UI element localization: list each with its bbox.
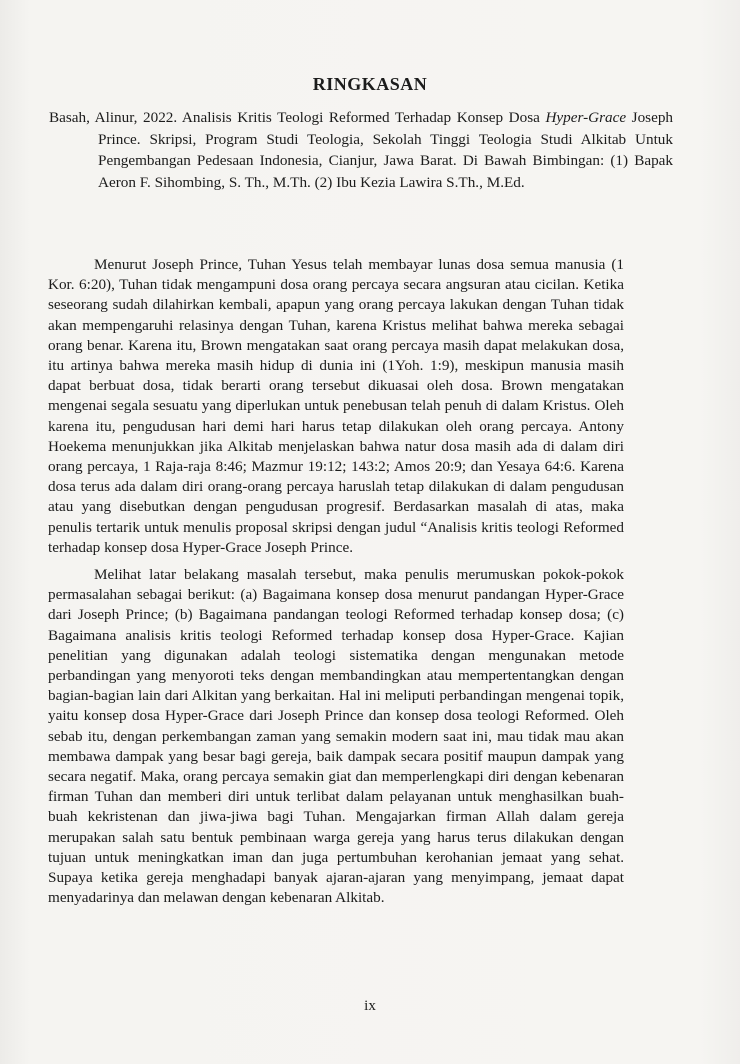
citation-rest: Joseph Prince. Skripsi, Program Studi Teologia, Sekolah Tinggi Teologia Studi Alkitab Untuk Pengembangan Pedesaan Indonesia, Cianjur, Jawa Barat. Di Bawah Bimbingan: (1) Bapak Aeron F. Sihombing, S. Th., M.Th. (2) Ibu Kezia Lawira S.Th., M.Ed. (98, 109, 674, 191)
citation-lead: Basah, Alinur, 2022. Analisis Kritis Teologi Reformed Terhadap Konsep Dosa (49, 109, 546, 126)
citation-italic-term: Hyper-Grace (545, 109, 627, 126)
summary-paragraph-2: Melihat latar belakang masalah tersebut, maka penulis merumuskan pokok-pokok permasalahan sebagai berikut: (a) Bagaimana konsep dosa menurut pandangan Hyper-Grace dari Joseph Prince; (b) Bagaimana pandangan teologi Reformed terhadap konsep dosa; (c) Bagaimana analisis kritis teologi Reformed terhadap konsep dosa Hyper-Grace. Kajian penelitian yang digunakan adalah teologi sistematika dengan mengunakan metode perbandingan yang menyoroti teks dengan membandingkan atau mempertentangkan dengan bagian-bagian lain dari Alkitan yang berkaitan. Hal ini meliputi perbandingan mengenai topik, yaitu konsep dosa Hyper-Grace dari Joseph Prince dan konsep dosa teologi Reformed. Oleh sebab itu, dengan perkembangan zaman yang semakin modern saat ini, mau tidak mau akan membawa dampak yang besar bagi gereja, baik dampak secara positif maupun dampak yang secara negatif. Maka, orang percaya semakin giat dan memperlengkapi diri dengan kebenaran firman Tuhan dan memberi diri untuk terlibat dalam pelayanan untuk menghasilkan buah-buah kekristenan dan jiwa-jiwa bagi Tuhan. Mengajarkan firman Allah dalam gereja merupakan salah satu bentuk pembinaan warga gereja yang harus terus dilakukan dengan tujuan untuk meningkatkan iman dan juga pertumbuhan kerohanian jemaat yang sehat. Supaya ketika gereja menghadapi banyak ajaran-ajaran yang menyimpang, jemaat dapat menyadarinya dan melawan dengan kebenaran Alkitab. (48, 566, 624, 907)
page-title: RINGKASAN (312, 74, 428, 94)
summary-body (48, 255, 624, 916)
page-number: ix (364, 998, 376, 1014)
summary-paragraph-1: Menurut Joseph Prince, Tuhan Yesus telah membayar lunas dosa semua manusia (1 Kor. 6:20), Tuhan tidak mengampuni dosa orang percaya secara angsuran atau cicilan. Ketika seseorang sudah dilahirkan kembali, apapun yang orang percaya lakukan dengan Tuhan tidak akan mempengaruhi relasinya dengan Tuhan, karena Kristus melihat bahwa mereka sebagai orang benar. Karena itu, Brown mengatakan saat orang percaya masih dapat melakukan dosa, itu artinya bahwa mereka masih hidup di dunia ini (1Yoh. 1:9), meskipun manusia masih dapat berbuat dosa, tidak berarti orang tersebut dikuasai oleh dosa. Brown mengatakan mengenai segala sesuatu yang diperlukan untuk penebusan telah penuh di dalam Kristus. Oleh karena itu, pengudusan hari demi hari harus tetap dilakukan oleh orang percaya. Antony Hoekema menunjukkan jika Alkitab menjelaskan bahwa natur dosa masih ada di dalam diri orang percaya, 1 Raja-raja 8:46; Mazmur 19:12; 143:2; Amos 20:9; dan Yesaya 64:6. Karena dosa terus ada dalam diri orang-orang percaya haruslah tetap dilakukan di dalam pengudusan atau yang disebutkan dengan pengudusan progresif. Berdasarkan masalah di atas, maka penulis tertarik untuk menulis proposal skripsi dengan judul “Analisis kritis teologi Reformed terhadap konsep dosa Hyper-Grace Joseph Prince. (48, 256, 624, 556)
citation-block (49, 107, 673, 193)
